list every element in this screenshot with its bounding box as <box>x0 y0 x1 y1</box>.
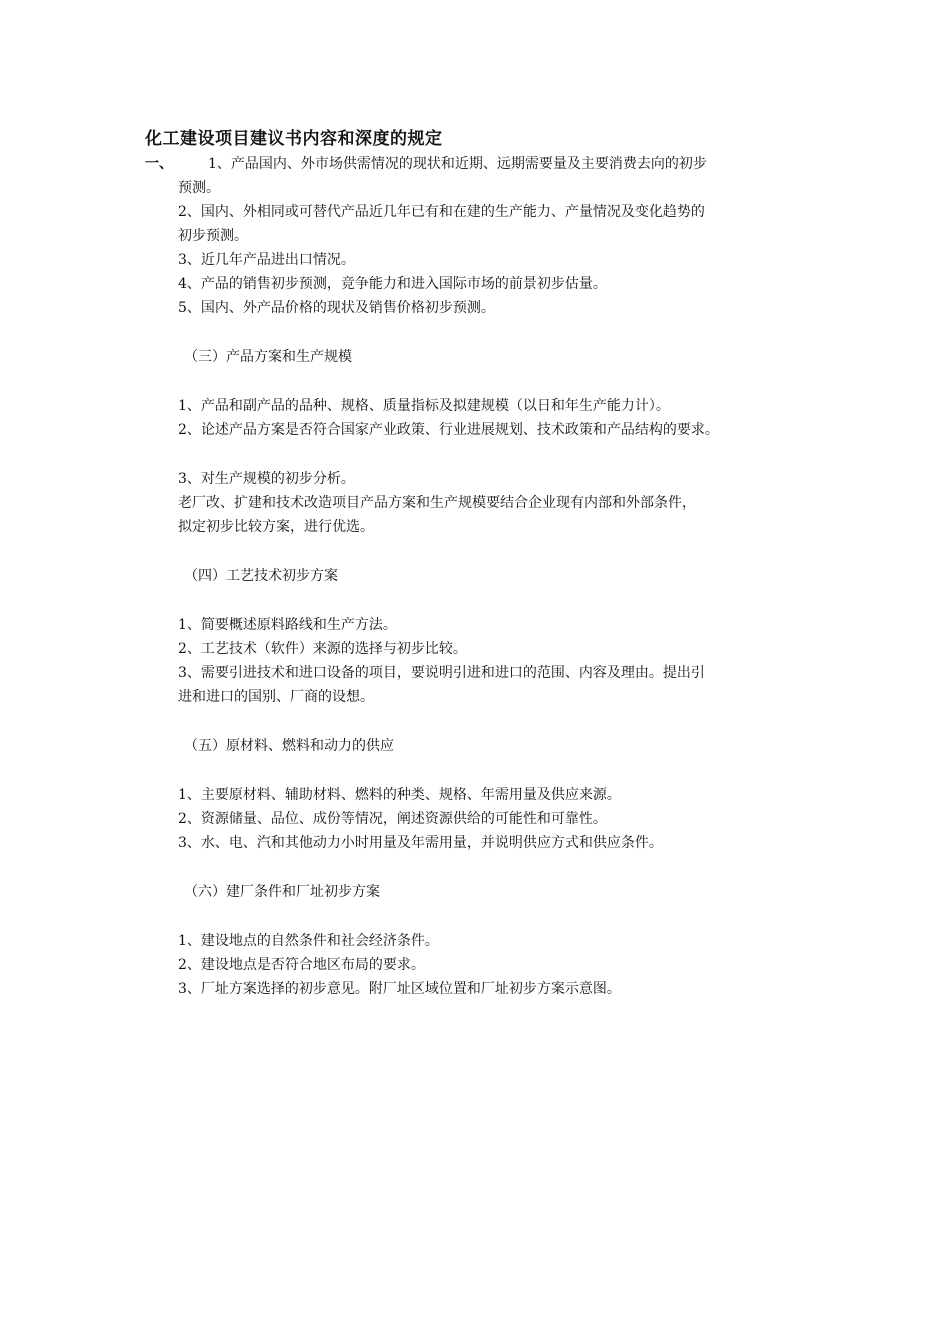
spacer <box>178 855 828 880</box>
spacer <box>178 904 828 929</box>
list-item: 1、建设地点的自然条件和社会经济条件。 <box>178 933 439 949</box>
list-item: 3、对生产规模的初步分析。 <box>178 471 355 487</box>
spacer <box>178 758 828 783</box>
section-heading: （四）工艺技术初步方案 <box>184 568 338 584</box>
document-body <box>145 152 828 1001</box>
paragraph-line: 4、产品的销售初步预测，竞争能力和进入国际市场的前景初步估量。 <box>178 276 607 292</box>
list-item: 2、工艺技术（软件）来源的选择与初步比较。 <box>178 641 467 657</box>
paragraph-line: 初步预测。 <box>178 228 248 244</box>
spacer <box>178 588 828 613</box>
paragraph-line: 5、国内、外产品价格的现状及销售价格初步预测。 <box>178 300 495 316</box>
document-title: 化工建设项目建议书内容和深度的规定 <box>145 129 443 149</box>
list-item: 2、论述产品方案是否符合国家产业政策、行业进展规划、技术政策和产品结构的要求。 <box>178 422 719 438</box>
section-heading: （三）产品方案和生产规模 <box>184 349 352 365</box>
list-item: 老厂改、扩建和技术改造项目产品方案和生产规模要结合企业现有内部和外部条件， <box>178 495 696 511</box>
spacer <box>178 709 828 734</box>
list-item: 拟定初步比较方案，进行优选。 <box>178 519 374 535</box>
paragraph-line: 1、产品国内、外市场供需情况的现状和近期、远期需要量及主要消费去向的初步 <box>208 156 707 172</box>
spacer <box>178 442 828 467</box>
section-heading: （五）原材料、燃料和动力的供应 <box>184 738 394 754</box>
section-one-marker: 一、 <box>145 156 173 172</box>
section-heading: （六）建厂条件和厂址初步方案 <box>184 884 380 900</box>
list-item: 进和进口的国别、厂商的设想。 <box>178 689 374 705</box>
spacer <box>178 369 828 394</box>
paragraph-line: 2、国内、外相同或可替代产品近几年已有和在建的生产能力、产量情况及变化趋势的 <box>178 204 705 220</box>
list-item: 3、厂址方案选择的初步意见。附厂址区域位置和厂址初步方案示意图。 <box>178 981 621 997</box>
list-item: 1、产品和副产品的品种、规格、质量指标及拟建规模（以日和年生产能力计）。 <box>178 398 670 414</box>
paragraph-line: 预测。 <box>178 180 220 196</box>
spacer <box>178 539 828 564</box>
list-item: 3、需要引进技术和进口设备的项目，要说明引进和进口的范围、内容及理由。提出引 <box>178 665 705 681</box>
list-item: 3、水、电、汽和其他动力小时用量及年需用量，并说明供应方式和供应条件。 <box>178 835 663 851</box>
list-item: 1、主要原材料、辅助材料、燃料的种类、规格、年需用量及供应来源。 <box>178 787 621 803</box>
paragraph-line: 3、近几年产品进出口情况。 <box>178 252 355 268</box>
section-one-first-line <box>145 152 828 176</box>
list-item: 2、建设地点是否符合地区布局的要求。 <box>178 957 425 973</box>
list-item: 2、资源储量、品位、成份等情况，阐述资源供给的可能性和可靠性。 <box>178 811 607 827</box>
list-item: 1、简要概述原料路线和生产方法。 <box>178 617 397 633</box>
spacer <box>178 320 828 345</box>
